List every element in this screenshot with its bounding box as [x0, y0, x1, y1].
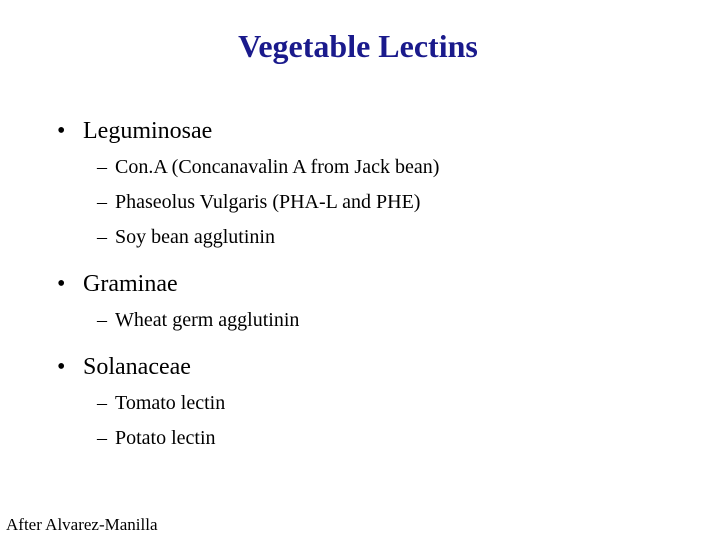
sub-item — [97, 220, 697, 255]
bullet-marker: • — [57, 118, 66, 144]
bullet-item — [57, 348, 697, 386]
bullet-list — [57, 112, 697, 456]
sub-item-label: Soy bean agglutinin — [115, 226, 275, 248]
dash-marker: – — [97, 156, 107, 178]
bullet-label: Leguminosae — [83, 118, 213, 144]
sub-item — [97, 386, 697, 421]
sub-item — [97, 303, 697, 338]
sub-item — [97, 421, 697, 456]
bullet-group-graminae — [57, 265, 697, 338]
sub-list — [57, 150, 697, 255]
sub-item — [97, 185, 697, 220]
bullet-label: Solanaceae — [83, 354, 191, 380]
dash-marker: – — [97, 427, 107, 449]
sub-list — [57, 303, 697, 338]
dash-marker: – — [97, 191, 107, 213]
bullet-item — [57, 265, 697, 303]
dash-marker: – — [97, 309, 107, 331]
bullet-marker: • — [57, 271, 66, 297]
sub-item-label: Con.A (Concanavalin A from Jack bean) — [115, 156, 440, 178]
sub-item-label: Wheat germ agglutinin — [115, 309, 300, 331]
bullet-label: Graminae — [83, 271, 178, 297]
sub-item-label: Tomato lectin — [115, 392, 226, 414]
dash-marker: – — [97, 392, 107, 414]
bullet-marker: • — [57, 354, 66, 380]
sub-list — [57, 386, 697, 456]
dash-marker: – — [97, 226, 107, 248]
bullet-group-leguminosae — [57, 112, 697, 255]
bullet-item — [57, 112, 697, 150]
footer-credit: After Alvarez-Manilla — [6, 515, 158, 534]
sub-item-label: Phaseolus Vulgaris (PHA-L and PHE) — [115, 191, 421, 213]
sub-item — [97, 150, 697, 185]
sub-item-label: Potato lectin — [115, 427, 216, 449]
slide-title: Vegetable Lectins — [238, 28, 478, 64]
bullet-group-solanaceae — [57, 348, 697, 456]
